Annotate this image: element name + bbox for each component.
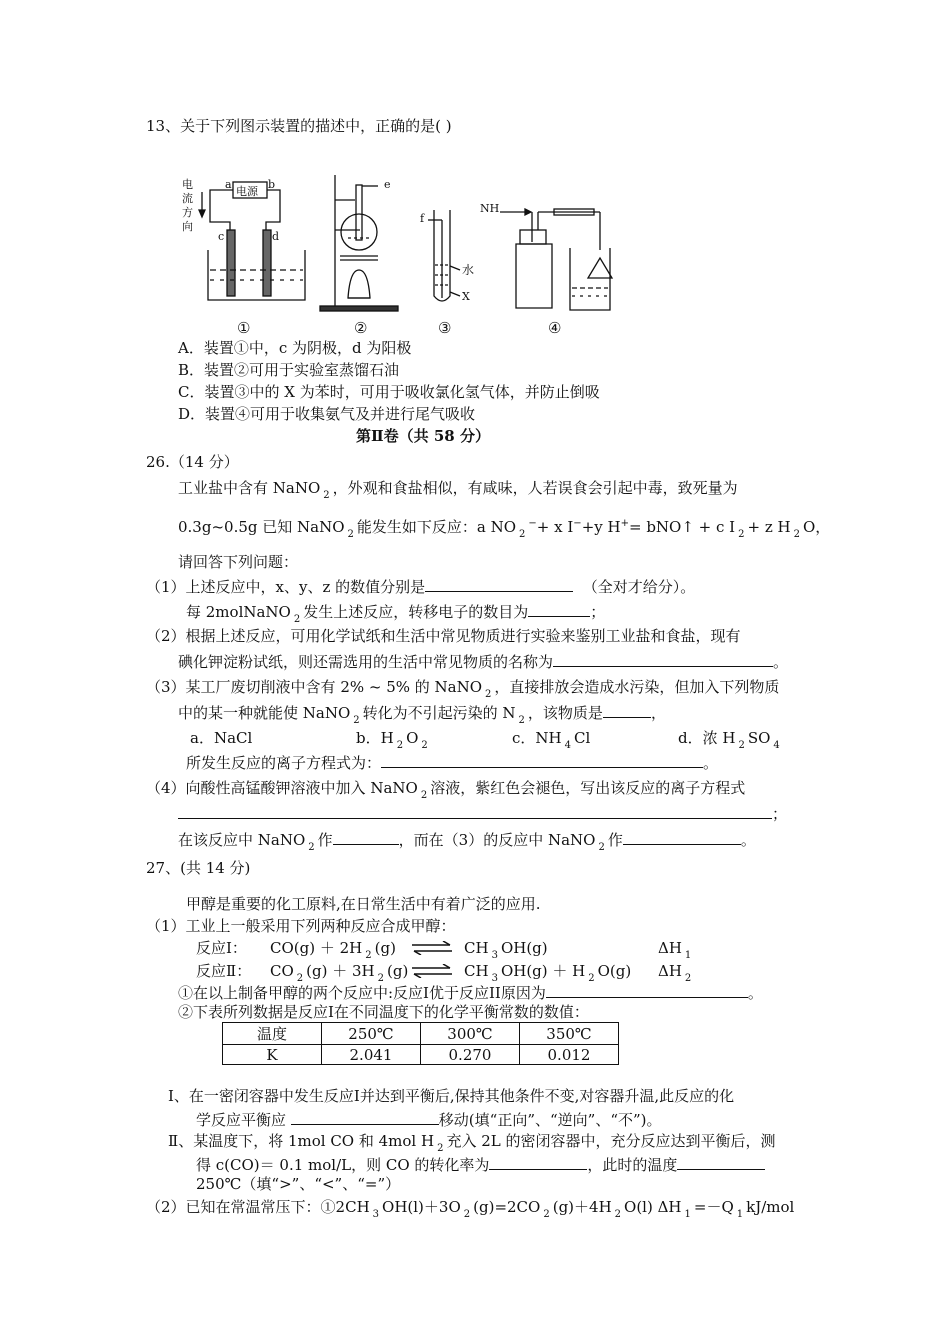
text: O(l) ΔH (624, 1198, 682, 1216)
sub: 2 (323, 490, 330, 501)
option-c: C．装置③中的 X 为苯时，可用于吸收氯化氢气体，并防止倒吸 (178, 383, 600, 401)
sup: − (573, 518, 582, 529)
table-header-row (223, 1023, 619, 1045)
sub: 3 (372, 1209, 380, 1220)
q27-comment-1 (178, 982, 763, 1003)
sub: 2 (308, 842, 315, 853)
text: OH(g) ＋ H (500, 962, 586, 980)
q27-part2 (146, 1197, 794, 1225)
sub: 1 (684, 1209, 691, 1220)
sub: 4 (773, 740, 780, 751)
text: (g) (387, 962, 409, 980)
text: （全对才给分）。 (582, 578, 696, 596)
text: 转化为不引起污染的 N (362, 704, 516, 722)
text: ，直接排放会造成水污染，但加入下列物质 (494, 678, 780, 696)
sub: 2 (614, 1209, 622, 1220)
sub: 2 (588, 973, 595, 984)
text: 能发生如下反应：a NO (356, 518, 517, 536)
answer-blank-role-2[interactable] (623, 829, 741, 845)
text: b．H (356, 729, 394, 747)
current-label-2: 流 (182, 192, 193, 205)
current-label-4: 向 (182, 220, 193, 233)
q27-i-line1: Ⅰ、在一密闭容器中发生反应Ⅰ并达到平衡后,保持其他条件不变,对容器升温,此反应的化 (168, 1087, 735, 1105)
table-header-cell: 温度 (223, 1023, 322, 1045)
q13-stem: 13、关于下列图示装置的描述中，正确的是( ) (146, 117, 452, 135)
equilibrium-arrow-1 (410, 941, 454, 955)
text: =－Q (693, 1198, 734, 1216)
text: 0.3g~0.5g 已知 NaNO (178, 518, 345, 536)
q26-part2-line2 (178, 651, 788, 672)
text: c．NH (512, 729, 562, 747)
equilibrium-constant-table (222, 1022, 619, 1065)
text: 作 (607, 831, 623, 849)
text: Ⅱ、某温度下，将 1mol CO 和 4mol H (168, 1132, 435, 1150)
text: Cl (573, 729, 591, 747)
sub: 2 (293, 614, 301, 625)
text: 移动(填“正向”、“逆向”、“不”)。 (438, 1111, 662, 1129)
answer-blank-reason[interactable] (546, 982, 748, 998)
reaction-1-label: 反应Ⅰ： (196, 939, 247, 957)
table-cell: 0.012 (520, 1045, 619, 1065)
part2-title: 第Ⅱ卷（共 58 分） (356, 427, 490, 445)
text: CO (270, 962, 294, 980)
current-label-3: 方 (182, 206, 193, 219)
q26-part4-line3 (178, 829, 756, 858)
text: ， (650, 704, 666, 722)
text: CH (464, 962, 489, 980)
sub: 4 (564, 740, 571, 751)
answer-blank-xyz[interactable] (425, 576, 573, 592)
q26-part4-line1 (146, 778, 745, 806)
nh-label: NH (480, 202, 500, 215)
answer-blank-reagent[interactable] (603, 702, 651, 718)
text: 。 (703, 754, 719, 772)
water-label: 水 (462, 263, 475, 277)
text: (g)＋4H (552, 1198, 612, 1216)
apparatus-gas-collection (480, 202, 612, 310)
q26-head: 26.（14 分） (146, 453, 239, 471)
sub: 2 (738, 529, 745, 540)
answer-blank-conversion[interactable] (489, 1154, 587, 1170)
sub: 2 (377, 973, 384, 984)
sub: 2 (543, 1209, 550, 1220)
terminal-a: a (225, 178, 232, 191)
text: CH (464, 939, 489, 957)
text: 学反应平衡应 (196, 1111, 287, 1129)
text: 得 c(CO)＝ 0.1 mol/L，则 CO 的转化率为 (196, 1156, 490, 1174)
text: 所发生反应的离子方程式为： (186, 754, 382, 772)
q26-part4-line2 (178, 803, 787, 824)
label-f: f (420, 212, 425, 225)
apparatus-test-tube (420, 210, 474, 303)
text: d．浓 H (678, 729, 736, 747)
sub: 1 (684, 950, 692, 961)
answer-blank-shift[interactable] (291, 1109, 439, 1125)
text: O (406, 729, 419, 747)
table-header-cell: 350℃ (520, 1023, 619, 1045)
sub: 2 (347, 529, 354, 540)
sub: 2 (518, 715, 525, 726)
text: 。 (773, 653, 789, 671)
q27-comment-2: ②下表所列数据是反应Ⅰ在不同温度下的化学平衡常数的数值： (178, 1003, 589, 1021)
sub: 2 (684, 973, 692, 984)
caption-4: ④ (548, 319, 562, 337)
q26-intro-3: 请回答下列问题： (178, 553, 299, 571)
x-label: X (462, 290, 470, 303)
equilibrium-arrow-2 (410, 964, 454, 978)
text: ΔH (658, 962, 682, 980)
text: 作 (317, 831, 333, 849)
sub: 2 (437, 1143, 444, 1154)
text: （3）某工厂废切削液中含有 2% ~ 5% 的 NaNO (146, 678, 483, 696)
sub: 2 (396, 740, 404, 751)
apparatus-figure (170, 170, 620, 340)
text: 每 2molNaNO (186, 603, 291, 621)
sub: 2 (793, 529, 800, 540)
text: ，外观和食盐相似，有咸味，人若误食会引起中毒，致死量为 (332, 479, 738, 497)
text: O， (802, 518, 831, 536)
answer-blank-electrons[interactable] (528, 601, 590, 617)
text: ，此时的温度 (587, 1156, 678, 1174)
answer-blank-role-1[interactable] (333, 829, 399, 845)
text: 溶液，紫红色会褪色，写出该反应的离子方程式 (430, 779, 746, 797)
q26-intro-1 (178, 478, 738, 506)
sub: 3 (491, 973, 498, 984)
text: ； (590, 603, 606, 621)
sub: 2 (519, 529, 526, 540)
sub: 2 (296, 973, 304, 984)
text: OH(l)＋3O (382, 1198, 461, 1216)
text: (g) (374, 939, 396, 957)
text: 碘化钾淀粉试纸，则还需选用的生活中常见物质的名称为 (178, 653, 554, 671)
sub: 2 (738, 740, 745, 751)
text: + x I (536, 518, 574, 536)
caption-1: ① (237, 319, 251, 337)
table-header-cell: 300℃ (421, 1023, 520, 1045)
sub: 2 (463, 1209, 471, 1220)
text: （2）已知在常温常压下：①2CH (146, 1198, 370, 1216)
text: + z H (747, 518, 791, 536)
text: kJ/mol (746, 1198, 795, 1216)
text: OH(g) (500, 939, 548, 957)
q27-ii-line3: 250℃（填“>”、“<”、“=”） (196, 1175, 401, 1193)
q26-part3-line2 (178, 702, 666, 731)
q27-intro: 甲醇是重要的化工原料,在日常生活中有着广泛的应用. (186, 895, 541, 913)
sub: 2 (365, 950, 372, 961)
q26-part1-line1 (146, 576, 695, 597)
reaction-2-label: 反应Ⅱ： (196, 962, 252, 980)
sub: 2 (598, 842, 605, 853)
q27-ii-line2 (196, 1154, 765, 1175)
text: O(g) (597, 962, 632, 980)
electrode-d: d (272, 230, 280, 243)
caption-3: ③ (438, 319, 452, 337)
apparatus-electrolysis (182, 177, 305, 300)
sub: 1 (736, 1209, 744, 1220)
answer-blank-ionic-eq-2[interactable] (178, 803, 772, 819)
q27-head: 27、(共 14 分) (146, 859, 251, 877)
current-label-1: 电 (182, 178, 193, 191)
table-cell: K (223, 1045, 322, 1065)
sup: + (620, 518, 629, 529)
text: ，该物质是 (527, 704, 603, 722)
text: +y H (581, 518, 621, 536)
text: （4）向酸性高锰酸钾溶液中加入 NaNO (146, 779, 418, 797)
text: = bNO↑ + c I (628, 518, 736, 536)
text: 充入 2L 的密闭容器中，充分反应达到平衡后，测 (446, 1132, 776, 1150)
table-cell: 0.270 (421, 1045, 520, 1065)
text: （1）上述反应中，x、y、z 的数值分别是 (146, 578, 426, 596)
text: 工业盐中含有 NaNO (178, 479, 321, 497)
q26-part3-line4 (186, 752, 718, 773)
sub: 2 (353, 715, 360, 726)
label-e: e (384, 178, 391, 191)
text: (g)=2CO (473, 1198, 541, 1216)
sub: 2 (485, 689, 492, 700)
text: SO (747, 729, 771, 747)
sup: − (528, 518, 537, 529)
sub: 2 (420, 790, 428, 801)
q27-part1: （1）工业上一般采用下列两种反应合成甲醇： (146, 917, 456, 935)
q26-intro-2 (178, 514, 830, 545)
q26-part2-line1: （2）根据上述反应，可用化学试纸和生活中常见物质进行实验来鉴别工业盐和食盐，现有 (146, 627, 741, 645)
sub: 2 (421, 740, 428, 751)
answer-blank-substance[interactable] (553, 651, 773, 667)
answer-blank-ionic-eq-1[interactable] (381, 752, 703, 768)
sub: 3 (491, 950, 498, 961)
table-cell: 2.041 (322, 1045, 421, 1065)
text: (g) ＋ 3H (306, 962, 375, 980)
electrode-c: c (218, 230, 225, 243)
text: ΔH (658, 939, 682, 957)
caption-2: ② (354, 319, 368, 337)
text: ，而在（3）的反应中 NaNO (398, 831, 596, 849)
table-header-cell: 250℃ (322, 1023, 421, 1045)
text: 中的某一种就能使 NaNO (178, 704, 351, 722)
text: ①在以上制备甲醇的两个反应中:反应Ⅰ优于反应II原因为 (178, 984, 546, 1002)
apparatus-distillation (320, 175, 398, 311)
text: CO(g) ＋ 2H (270, 939, 363, 957)
text: 发生上述反应，转移电子的数目为 (303, 603, 529, 621)
option-b: B．装置②可用于实验室蒸馏石油 (178, 361, 400, 379)
text: 。 (740, 831, 756, 849)
terminal-b: b (268, 178, 276, 191)
table-row (223, 1045, 619, 1065)
text: ； (772, 805, 788, 823)
option-a: A．装置①中，c 为阴极，d 为阳极 (178, 339, 412, 357)
q26-part3-line1 (146, 677, 779, 705)
text: 在该反应中 NaNO (178, 831, 306, 849)
answer-blank-temperature[interactable] (677, 1154, 765, 1170)
power-label: 电源 (236, 185, 258, 198)
text: 。 (747, 984, 763, 1002)
q26-choice-a: a．NaCl (190, 729, 253, 747)
q27-i-line2 (196, 1109, 662, 1130)
option-d: D．装置④可用于收集氨气及并进行尾气吸收 (178, 405, 476, 423)
